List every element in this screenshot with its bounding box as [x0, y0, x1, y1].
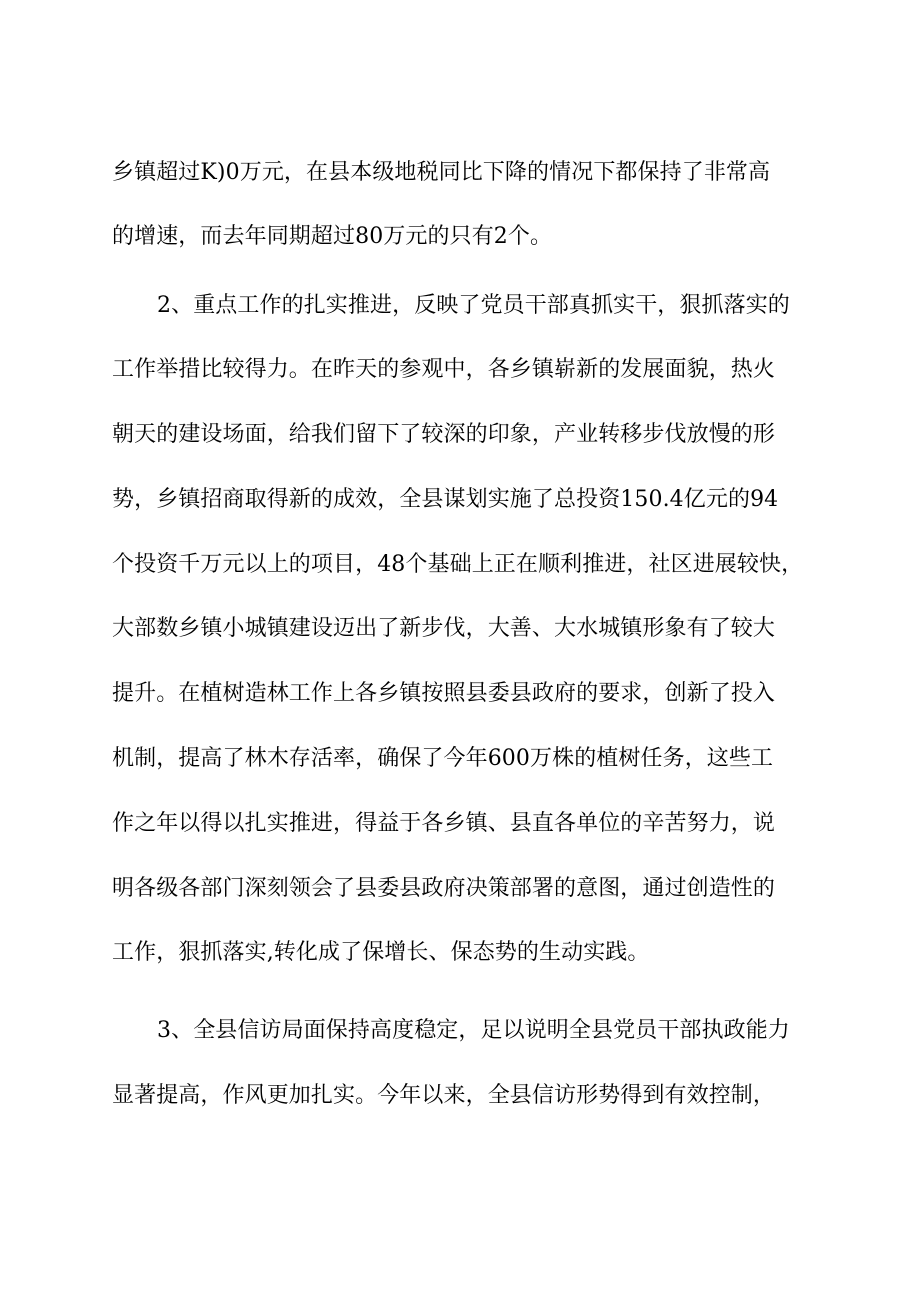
- text-line: 工作举措比较得力。在昨天的参观中，各乡镇崭新的发展面貌，热火: [112, 357, 776, 382]
- text-line: 乡镇超过K)0万元，在县本级地税同比下降的情况下都保持了非常高: [112, 160, 771, 185]
- text-line: 机制，提高了林木存活率，确保了今年600万株的植树任务，这些工: [112, 746, 774, 771]
- text-line: 作之年以得以扎实推进，得益于各乡镇、县直各单位的辛苦努力，说: [112, 811, 776, 836]
- paragraph-first-line: 3、全县信访局面保持高度稳定，足以说明全县党员干部执政能力: [157, 1018, 790, 1043]
- text-line: 提升。在植树造林工作上各乡镇按照县委县政府的要求，创新了投入: [112, 681, 776, 706]
- text-line: 显著提高，作风更加扎实。今年以来，全县信访形势得到有效控制，: [112, 1083, 776, 1108]
- text-line: 势，乡镇招商取得新的成效，全县谋划实施了总投资150.4亿元的94: [112, 487, 779, 512]
- text-line: 的增速，而去年同期超过80万元的只有2个。: [112, 224, 553, 249]
- text-line: 大部数乡镇小城镇建设迈出了新步伐，大善、大水城镇形象有了较大: [112, 616, 776, 641]
- paragraph-first-line: 2、重点工作的扎实推进，反映了党员干部真抓实干，狠抓落实的: [157, 293, 790, 318]
- text-line: 个投资千万元以上的项目，48个基础上正在顺利推进，社区进展较快，: [112, 552, 804, 577]
- text-line: 工作，狠抓落实,转化成了保增长、保态势的生动实践。: [112, 940, 650, 965]
- text-line: 朝天的建设场面，给我们留下了较深的印象，产业转移步伐放慢的形: [112, 422, 776, 447]
- text-line: 明各级各部门深刻领会了县委县政府决策部署的意图，通过创造性的: [112, 876, 776, 901]
